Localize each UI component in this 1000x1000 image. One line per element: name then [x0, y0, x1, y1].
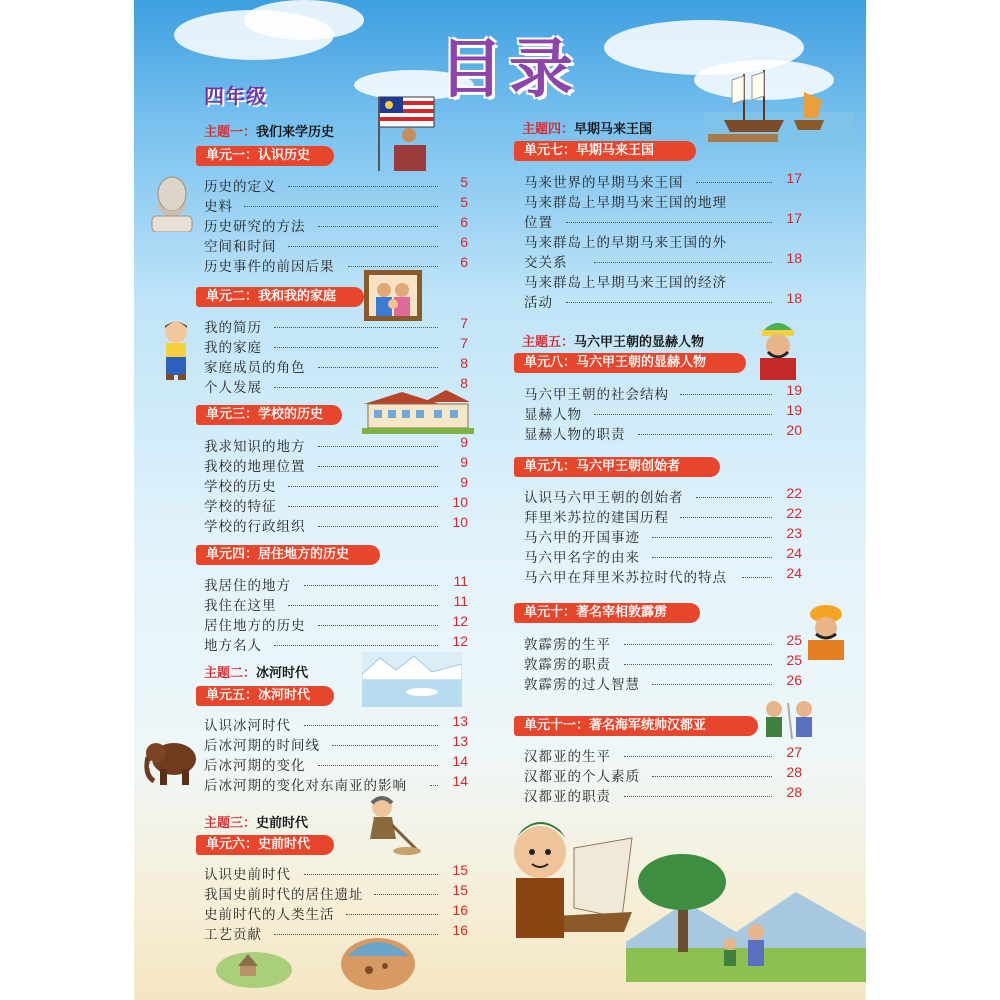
unit-banner: 单元十一：著名海军统帅汉都亚	[514, 716, 758, 736]
toc-entry[interactable]: 我的家庭 7	[204, 335, 468, 356]
theme-name: 马六甲王朝的显赫人物	[574, 335, 705, 350]
toc-entry[interactable]: 学校的特征 10	[204, 494, 468, 515]
warriors-illustration	[754, 695, 826, 747]
theme-name: 史前时代	[256, 816, 309, 831]
unit-banner: 单元八：马六甲王朝的显赫人物	[514, 353, 746, 373]
landscape-illustration	[626, 852, 866, 982]
theme-label: 主题四：	[522, 122, 575, 137]
toc-entry[interactable]: 马六甲的开国事迹 23	[524, 525, 802, 546]
philosopher-bust-illustration	[144, 172, 199, 232]
toc-entry[interactable]: 后冰河期的变化 14	[204, 753, 468, 774]
ships-harbour-illustration	[704, 60, 854, 146]
theme-name: 我们来学历史	[256, 125, 335, 140]
toc-entry[interactable]: 我校的地理位置 9	[204, 454, 468, 475]
unit-banner: 单元十：著名宰相敦霹雳	[514, 603, 700, 623]
cave-site-illustration	[339, 932, 417, 992]
unit-banner: 单元六：史前时代	[196, 835, 334, 855]
toc-entry[interactable]: 汉都亚的职责 28	[524, 784, 802, 805]
toc-entry[interactable]: 汉都亚的生平 27	[524, 744, 802, 765]
toc-entry[interactable]: 拜里米苏拉的建国历程 22	[524, 505, 802, 526]
mammoth-illustration	[142, 735, 200, 787]
flag-speaker-illustration	[369, 95, 439, 173]
toc-entry[interactable]: 我住在这里 11	[204, 593, 468, 614]
toc-entry[interactable]: 马来群岛上早期马来王国的经济	[524, 275, 727, 291]
toc-entry[interactable]: 学校的历史 9	[204, 474, 468, 495]
unit-banner: 单元九：马六甲王朝创始者	[514, 457, 720, 477]
toc-entry[interactable]: 史料 5	[204, 194, 468, 215]
unit-banner: 单元二：我和我的家庭	[196, 287, 364, 307]
toc-entry[interactable]: 马来世界的早期马来王国 17	[524, 170, 802, 191]
toc-entry[interactable]: 显赫人物的职责 20	[524, 422, 802, 443]
toc-entry[interactable]: 空间和时间 6	[204, 234, 468, 255]
toc-entry[interactable]: 认识史前时代 15	[204, 862, 468, 883]
toc-entry[interactable]: 历史研究的方法 6	[204, 214, 468, 235]
grade-heading: 四年级	[204, 84, 267, 108]
toc-entry[interactable]: 居住地方的历史 12	[204, 613, 468, 634]
toc-entry[interactable]: 敦霹雳的职责 25	[524, 652, 802, 673]
family-window-illustration	[362, 268, 424, 323]
theme-heading	[204, 662, 308, 681]
toc-entry[interactable]: 汉都亚的个人素质 28	[524, 764, 802, 785]
toc-entry[interactable]: 个人发展 8	[204, 375, 468, 396]
prehistoric-man-illustration	[362, 795, 422, 857]
toc-entry[interactable]: 认识马六甲王朝的创始者 22	[524, 485, 802, 506]
toc-entry[interactable]: 我的简历 7	[204, 315, 468, 336]
boy-illustration	[156, 318, 196, 380]
toc-entry[interactable]: 位置 17	[524, 210, 802, 231]
unit-banner: 单元一：认识历史	[196, 146, 334, 166]
theme-heading	[204, 812, 308, 831]
toc-entry[interactable]: 地方名人 12	[204, 633, 468, 654]
toc-entry[interactable]: 交关系 18	[524, 250, 802, 271]
toc-entry[interactable]: 历史事件的前因后果 6	[204, 254, 468, 275]
theme-label: 主题三：	[204, 816, 257, 831]
toc-entry[interactable]: 家庭成员的角色 8	[204, 355, 468, 376]
toc-entry[interactable]: 后冰河期的时间线 13	[204, 733, 468, 754]
toc-entry[interactable]: 马六甲王朝的社会结构 19	[524, 382, 802, 403]
theme-name: 冰河时代	[256, 666, 309, 681]
theme-heading	[204, 121, 334, 140]
toc-entry[interactable]: 我国史前时代的居住遗址 15	[204, 882, 468, 903]
glacier-illustration	[362, 652, 462, 707]
theme-name: 早期马来王国	[574, 122, 653, 137]
theme-label: 主题一：	[204, 125, 257, 140]
toc-entry[interactable]: 我求知识的地方 9	[204, 434, 468, 455]
theme-heading	[522, 331, 704, 350]
toc-entry[interactable]: 历史的定义 5	[204, 174, 468, 195]
toc-entry[interactable]: 我居住的地方 11	[204, 573, 468, 594]
theme-heading	[522, 118, 652, 137]
toc-entry[interactable]: 马来群岛上早期马来王国的地理	[524, 195, 727, 211]
theme-label: 主题二：	[204, 666, 257, 681]
toc-entry[interactable]: 史前时代的人类生活 16	[204, 902, 468, 923]
toc-entry[interactable]: 后冰河期的变化对东南亚的影响 14	[204, 773, 468, 794]
toc-entry[interactable]: 马六甲名字的由来 24	[524, 545, 802, 566]
school-building-illustration	[362, 390, 474, 434]
sailor-boat-illustration	[504, 808, 644, 948]
cloud-decoration	[244, 0, 364, 40]
unit-banner: 单元四：居住地方的历史	[196, 545, 380, 565]
toc-entry[interactable]: 工艺贡献 16	[204, 922, 468, 943]
toc-entry[interactable]: 活动 18	[524, 290, 802, 311]
unit-banner: 单元七：早期马来王国	[514, 141, 696, 161]
toc-page	[134, 0, 866, 1000]
unit-banner: 单元三：学校的历史	[196, 405, 342, 425]
minister-illustration	[802, 604, 850, 660]
toc-entry[interactable]: 学校的行政组织 10	[204, 514, 468, 535]
toc-entry[interactable]: 敦霹雳的过人智慧 26	[524, 672, 802, 693]
toc-entry[interactable]: 认识冰河时代 13	[204, 713, 468, 734]
theme-label: 主题五：	[522, 335, 575, 350]
unit-banner: 单元五：冰河时代	[196, 686, 334, 706]
settlement-illustration	[214, 940, 294, 990]
page-title: 目录	[439, 33, 579, 107]
toc-entry[interactable]: 马六甲在拜里米苏拉时代的特点 24	[524, 565, 802, 586]
toc-entry[interactable]: 马来群岛上的早期马来王国的外	[524, 235, 727, 251]
nobleman-illustration	[752, 316, 804, 380]
toc-entry[interactable]: 显赫人物 19	[524, 402, 802, 423]
toc-entry[interactable]: 敦霹雳的生平 25	[524, 632, 802, 653]
